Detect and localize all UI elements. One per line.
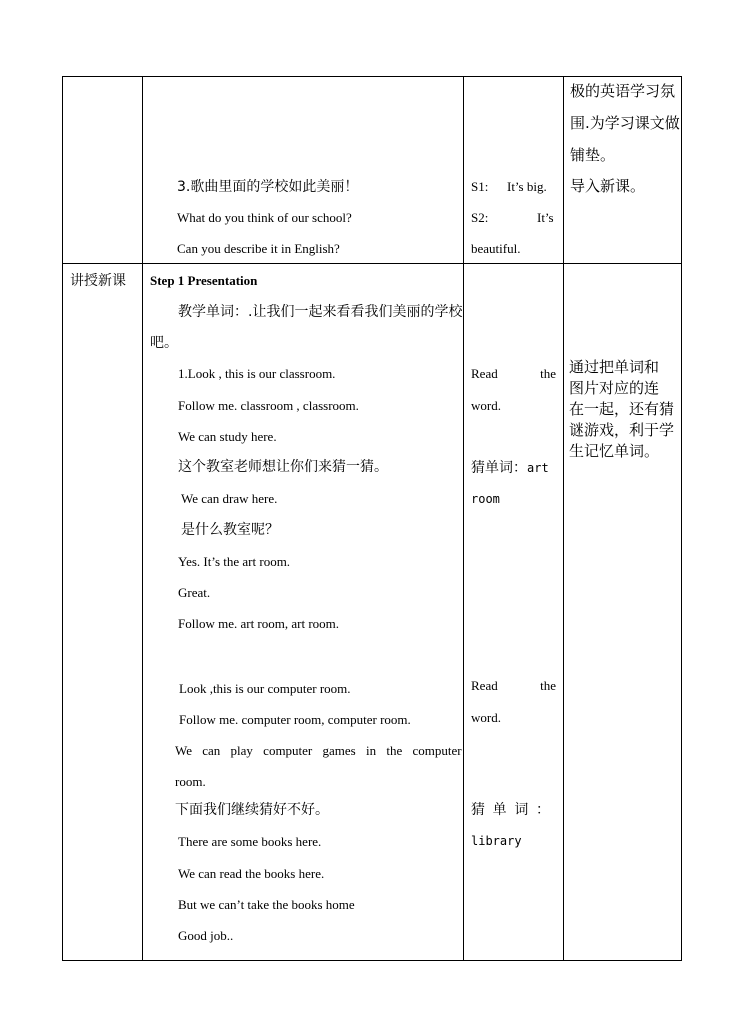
student-answer-s2-cont: beautiful.	[471, 241, 521, 256]
content-line: Great.	[178, 585, 211, 600]
student-label-s1: S1:	[471, 179, 489, 194]
content-line: There are some books here.	[178, 834, 322, 849]
student-activity-line	[471, 679, 556, 692]
content-line: We can draw here.	[181, 491, 278, 506]
student-activity-line: word.	[471, 398, 501, 413]
student-word: the	[540, 678, 556, 693]
student-activity-line	[471, 803, 550, 817]
content-line: Look ,this is our computer room.	[179, 681, 351, 696]
purpose-line: 导入新课。	[570, 177, 646, 195]
content-line: 下面我们继续猜好不好。	[175, 802, 329, 818]
student-activity-line: word.	[471, 710, 501, 725]
purpose-line: 谜游戏，利于学	[569, 421, 675, 439]
purpose-line: 通过把单词和	[569, 358, 660, 376]
column-border-stage	[142, 76, 143, 961]
guess-word: art	[527, 461, 549, 475]
row-divider	[62, 263, 682, 264]
student-word: the	[540, 366, 556, 381]
student-label-s2: S2:	[471, 210, 489, 225]
table-bottom-border	[62, 960, 682, 961]
content-line: room.	[175, 774, 206, 789]
content-line: We can study here.	[178, 429, 277, 444]
content-line: 1.Look , this is our classroom.	[178, 366, 336, 381]
content-line: Follow me. computer room, computer room.	[179, 712, 411, 727]
guess-char: ：	[535, 802, 550, 818]
content-line: Follow me. classroom , classroom.	[178, 398, 359, 413]
row1-content-line: 3.歌曲里面的学校如此美丽！	[177, 179, 359, 195]
purpose-line: 生记忆单词。	[569, 442, 660, 460]
guess-label: 猜单词：	[471, 460, 527, 476]
step-title: Step 1 Presentation	[150, 273, 258, 288]
purpose-line: 图片对应的连	[569, 379, 660, 397]
student-activity-line: room	[471, 492, 500, 506]
purpose-line: 围.为学习课文做	[570, 114, 680, 132]
content-line-justified	[175, 743, 462, 758]
content-line: 是什么教室呢？	[181, 522, 279, 538]
content-line: But we can’t take the books home	[178, 897, 355, 912]
content-line: Yes. It’s the art room.	[178, 554, 291, 569]
student-activity-line	[471, 367, 556, 380]
guess-char: 单	[492, 802, 507, 818]
column-border-content	[463, 76, 464, 961]
content-line: Follow me. art room, art room.	[178, 616, 340, 631]
purpose-line: 在一起，还有猜	[569, 400, 675, 418]
intro-line: 吧。	[150, 335, 178, 351]
intro-line: 教学单词：.让我们一起来看看我们美丽的学校	[178, 304, 463, 320]
stage-label: 讲授新课	[70, 273, 126, 289]
justified-text: We can play computer games in the computer	[175, 743, 462, 758]
table-top-border	[62, 76, 682, 77]
content-line: 这个教室老师想让你们来猜一猜。	[178, 459, 388, 475]
student-activity-line	[471, 460, 549, 476]
student-word: Read	[471, 366, 498, 381]
column-border-student	[563, 76, 564, 961]
guess-char: 词	[514, 802, 529, 818]
student-answer-s2: It’s	[537, 210, 554, 225]
content-line: We can read the books here.	[178, 866, 325, 881]
student-activity-line: library	[471, 834, 522, 848]
purpose-line: 铺垫。	[570, 146, 616, 164]
guess-char: 猜	[471, 802, 485, 818]
row1-content-line: What do you think of our school?	[177, 210, 352, 225]
column-border-left	[62, 76, 63, 961]
column-border-right	[681, 76, 682, 961]
purpose-line: 极的英语学习氛	[570, 82, 676, 100]
student-answer-s1: It’s big.	[507, 179, 547, 194]
content-line: Good job..	[178, 928, 234, 943]
student-word: Read	[471, 678, 498, 693]
row1-content-line: Can you describe it in English?	[177, 241, 340, 256]
